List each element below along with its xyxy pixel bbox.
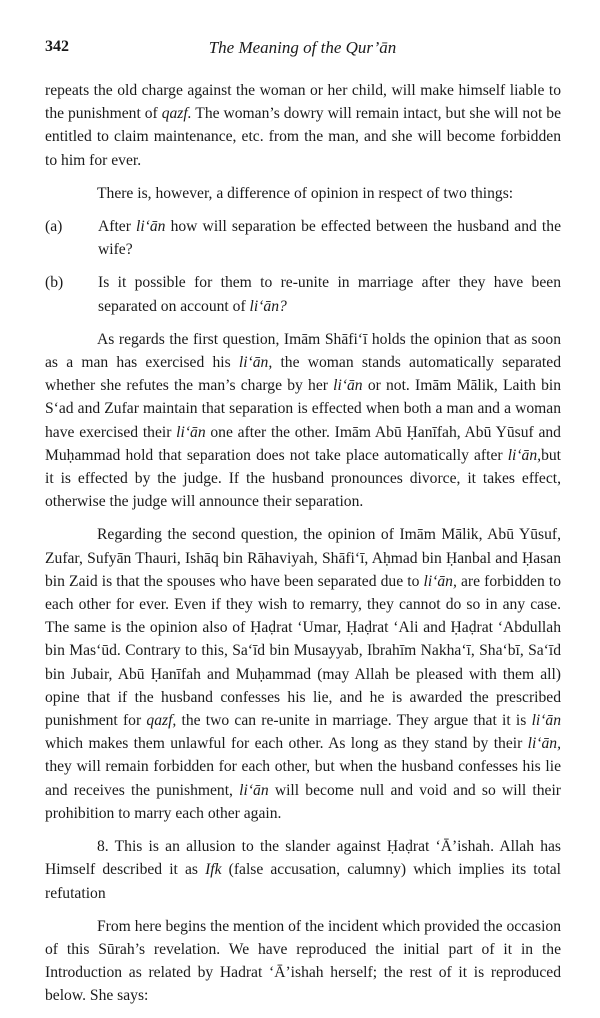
text-run: As regards the first question, Imām Shāfi‘ī holds the opinion that as soon as a man has exercised his xyxy=(45,330,561,372)
italic-term: li‘ān xyxy=(239,781,269,799)
text-run: repeats the old charge against the woman or her child, will make himself liable to the punishment of xyxy=(45,82,561,123)
italic-term: li‘ān xyxy=(176,423,206,441)
italic-term: li‘ān, xyxy=(238,354,273,372)
text-run: Regarding the second question, the opinion of Imām Mālik, Abū Yūsuf, Zufar, Sufyān Thauri, Ishāq bin Rāhaviyah, Shāfi‘ī, Aḥmad bin Ḥanbal and Ḥasan bin Zaid is that the spouses who have been separated due to xyxy=(45,526,561,590)
page-header xyxy=(45,38,560,62)
text-run: Is it possible for them to re-unite in marriage after they have been separated on account of xyxy=(98,274,561,315)
list-item-label: (a) xyxy=(45,218,63,236)
page-number: 342 xyxy=(45,38,69,55)
italic-term: li‘ān? xyxy=(249,297,287,315)
italic-term: li‘ān, xyxy=(527,735,561,753)
list-item xyxy=(45,271,561,317)
text-run: how will separation be effected between the husband and the wife? xyxy=(98,218,561,259)
text-run: which makes them unlawful for each other. As long as they stand by their xyxy=(45,735,528,753)
text-run: the two can re-unite in marriage. They argue that it is xyxy=(176,712,532,730)
italic-term: li‘ān xyxy=(136,218,166,236)
text-run: one after the other. Imām Abū Ḥanīfah, Abū Yūsuf and Muḥammad hold that separation does not take place automatically after xyxy=(45,423,561,464)
italic-term: li‘ān, xyxy=(423,572,457,590)
paragraph xyxy=(45,835,561,905)
list-item-text xyxy=(98,215,561,261)
paragraph xyxy=(45,915,561,1008)
text-run: they will remain forbidden for each other, but when the husband confesses his lie and receives the punishment, xyxy=(45,758,561,799)
list-item-label: (b) xyxy=(45,274,64,292)
text-run: (false accusation, calumny) which implies its total refutation xyxy=(45,861,561,902)
text-run: 8. This is an allusion to the slander against Ḥaḍrat ‘Ā’ishah. Allah has Himself described it as xyxy=(45,838,561,879)
list-item-text xyxy=(98,271,561,317)
italic-term: li‘ān xyxy=(531,712,562,730)
text-run: are forbidden to each other for ever. Even if they wish to remarry, they cannot do so in any case. The same is the opinion also of Ḥaḍrat ‘Umar, Ḥaḍrat ‘Ali and Ḥaḍrat ‘Abdullah bin Mas‘ūd. Contrary to this, Sa‘īd bin Musayyab, Ibrahīm Nakha‘ī, Sha‘bī, Sa‘īd bin Jubair, Abū Ḥanīfah and Muḥammad (may Allah be pleased with them all) opine that if the husband confesses his lie, and he is awarded the prescribed punishment for xyxy=(45,572,561,730)
list-item xyxy=(45,215,561,261)
italic-term: Ifk xyxy=(205,861,222,879)
text-run: The woman’s dowry will remain intact, but she will not be entitled to claim maintenance, etc. from the man, and she will become forbidden to him for ever. xyxy=(45,105,561,169)
paragraph xyxy=(45,328,561,514)
text-run: will become null and void and so will their prohibition to marry each other again. xyxy=(45,781,562,822)
text-run: but it is effected by the judge. If the husband pronounces divorce, it takes effect, otherwise the judge will announce their separation. xyxy=(45,446,561,511)
text-run: the woman stands automatically separated whether she refutes the man’s charge by her xyxy=(45,354,561,395)
italic-term: qazf. xyxy=(161,105,192,123)
text-run: or not. Imām Mālik, Laith bin S‘ad and Zufar maintain that separation is effected when both a man and a woman have exercised their xyxy=(45,377,562,441)
italic-term: li‘ān xyxy=(333,377,363,395)
paragraph xyxy=(45,182,561,205)
text-run: There is, however, a difference of opinion in respect of two things: xyxy=(97,184,514,202)
text-run: After xyxy=(98,218,137,236)
paragraph xyxy=(45,523,561,825)
italic-term: qazf, xyxy=(146,712,177,730)
running-title: The Meaning of the Qur’ān xyxy=(208,38,397,57)
paragraph xyxy=(45,79,561,172)
text-run: From here begins the mention of the incident which provided the occasion of this Sūrah’s revelation. We have reproduced the initial part of it in the Introduction as related by Hadrat ‘Ā’ishah herself; the rest of it is reproduced below. She says: xyxy=(45,917,561,1005)
page-body xyxy=(45,79,561,1018)
italic-term: li‘ān, xyxy=(507,446,542,464)
